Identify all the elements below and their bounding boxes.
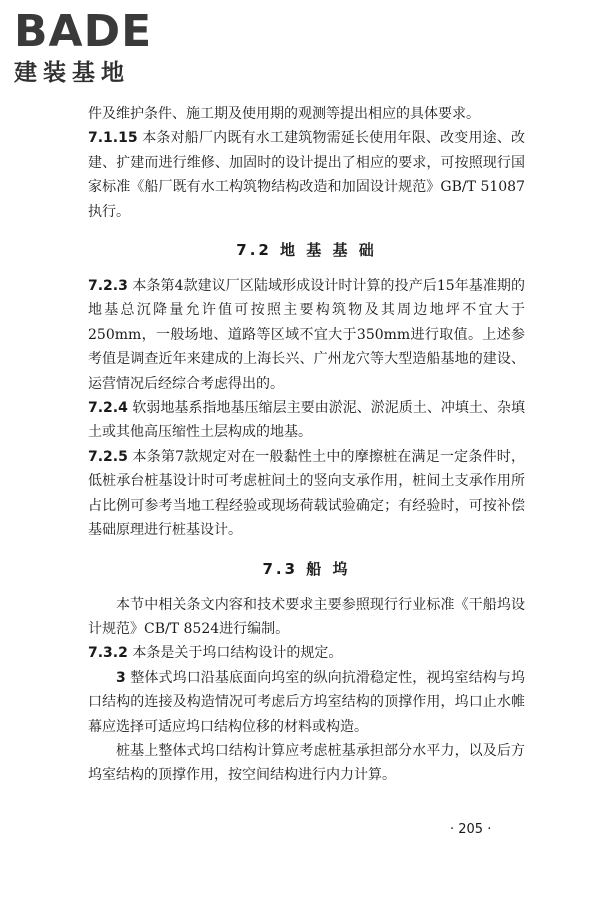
clause-number: 7.1.15 xyxy=(88,130,138,147)
clause-text: 本条是关于坞口结构设计的规定。 xyxy=(132,645,343,662)
clause-7-2-4 xyxy=(88,396,525,445)
clause-7-1-15 xyxy=(88,126,525,224)
section-heading-7-2: 7.2 地 基 基 础 xyxy=(236,241,377,260)
document-body xyxy=(88,102,525,788)
logo-wordmark: BADE xyxy=(14,6,153,57)
item-number: 3 xyxy=(116,669,126,686)
page-number: · 205 · xyxy=(450,822,492,837)
clause-text: 软弱地基系指地基压缩层主要由淤泥、淤泥质土、冲填土、杂填土或其他高压缩性土层构成的地基。 xyxy=(88,400,526,441)
clause-number: 7.2.3 xyxy=(88,278,128,295)
clause-7-2-3 xyxy=(88,274,525,396)
clause-7-3-2 xyxy=(88,641,525,665)
clause-number: 7.2.4 xyxy=(88,400,128,417)
item-3 xyxy=(88,666,525,739)
section-heading-7-3: 7.3 船 坞 xyxy=(262,559,351,578)
logo-subtitle: 建装基地 xyxy=(14,60,130,86)
clause-number: 7.2.5 xyxy=(88,448,128,465)
clause-text: 本条对船厂内既有水工建筑物需延长使用年限、改变用途、改建、扩建而进行维修、加固时的设计提出了相应的要求，可按照现行国家标准《船厂既有水工构筑物结构改造和加固设计规范》GB/T 51087执行。 xyxy=(88,130,526,220)
item-text: 整体式坞口沿基底面向坞室的纵向抗滑稳定性，视坞室结构与坞口结构的连接及构造情况可考虑后方坞室结构的顶撑作用，坞口止水帷幕应选择可适应坞口结构位移的材料或构造。 xyxy=(88,669,526,735)
section-intro: 本节中相关条文内容和技术要求主要参照现行行业标准《干船坞设计规范》CB/T 8524进行编制。 xyxy=(88,596,525,637)
paragraph-pile-foundation: 桩基上整体式坞口结构计算应考虑桩基承担部分水平力，以及后方坞室结构的顶撑作用，按空间结构进行内力计算。 xyxy=(88,742,525,784)
clause-text: 本条第4款建议厂区陆域形成设计时计算的投产后15年基准期的地基总沉降量允许值可按照主要构筑物及其周边地坪不宜大于250mm，一般场地、道路等区域不宜大于350mm进行取值。上述参考值是调查近年来建成的上海长兴、广州龙穴等大型造船基地的建设、运营情况后经综合考虑得出的。 xyxy=(88,278,525,392)
paragraph-continuation: 件及维护条件、施工期及使用期的观测等提出相应的具体要求。 xyxy=(88,106,480,122)
clause-7-2-5 xyxy=(88,445,525,543)
bade-logo xyxy=(14,8,214,88)
clause-text: 本条第7款规定对在一般黏性土中的摩擦桩在满足一定条件时，低桩承台桩基设计时可考虑桩间土的竖向支承作用，桩间土支承作用所占比例可参考当地工程经验或现场荷载试验确定；有经验时，可按补偿基础原理进行桩基设计。 xyxy=(88,448,525,539)
clause-number: 7.3.2 xyxy=(88,645,128,662)
